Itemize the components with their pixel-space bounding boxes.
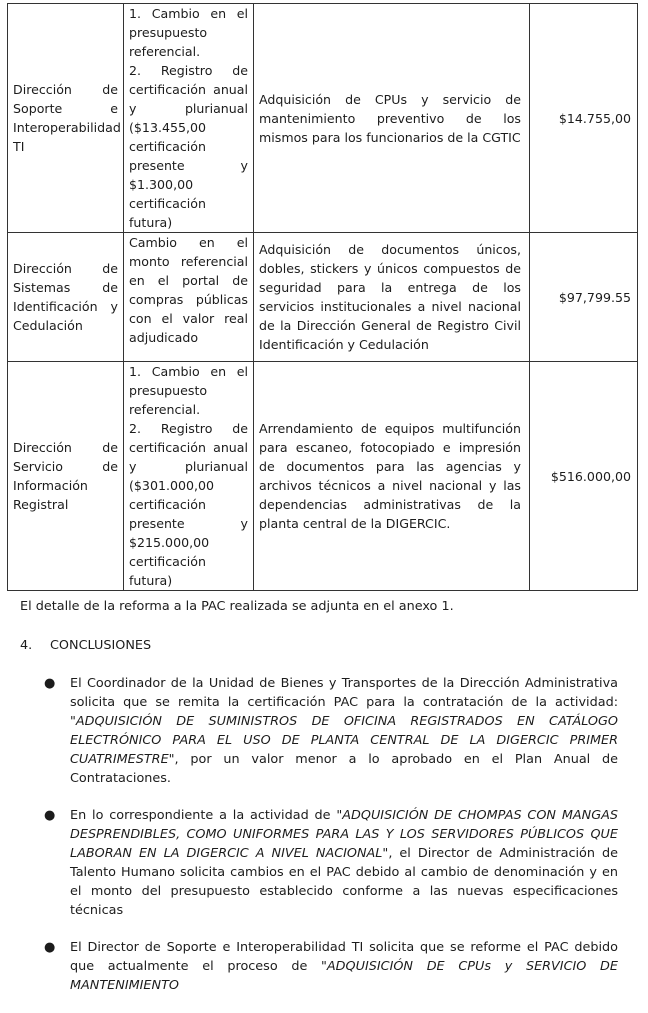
conclusion-text: En lo correspondiente a la actividad de xyxy=(70,808,337,823)
cambio-item: 1. Cambio en el presupuesto referencial. xyxy=(129,6,248,59)
direccion-cell: Dirección de Sistemas de Identificación y Cedulación xyxy=(8,233,124,362)
conclusion-italic: "ADQUISICIÓN DE CHOMPAS CON MANGAS DESPRENDIBLES, COMO UNIFORMES PARA LAS Y LOS SERVIDORES PÚBLICOS QUE LABORAN EN LA DIGERCIC A NIVEL NACIONAL" xyxy=(70,808,618,861)
actividad-cell: Arrendamiento de equipos multifunción para escaneo, fotocopiado e impresión de documentos para las agencias y archivos técnicos a nivel nacional y las dependencias administrativas de la planta central de la DIGERCIC. xyxy=(254,362,530,591)
table-row xyxy=(8,362,638,591)
list-item xyxy=(42,938,618,995)
direccion-cell: Dirección de Soporte e Interoperabilidad TI xyxy=(8,4,124,233)
section-heading xyxy=(20,638,151,653)
actividad-cell: Adquisición de CPUs y servicio de mantenimiento preventivo de los mismos para los funcionarios de la CGTIC xyxy=(254,4,530,233)
table-row xyxy=(8,233,638,362)
conclusion-italic: "ADQUISICIÓN DE SUMINISTROS DE OFICINA REGISTRADOS EN CATÁLOGO ELECTRÓNICO PARA EL USO DE PLANTA CENTRAL DE LA DIGERCIC PRIMER CUATRIMESTRE" xyxy=(70,714,618,767)
bullet-icon: ● xyxy=(44,808,56,823)
direccion-cell: Dirección de Servicio de Información Registral xyxy=(8,362,124,591)
monto-cell: $516.000,00 xyxy=(530,362,638,591)
conclusion-text: El Director de Soporte e Interoperabilidad TI solicita que se reforme el PAC debido que actualmente el proceso de xyxy=(70,940,618,974)
monto-cell: $97,799.55 xyxy=(530,233,638,362)
bullet-icon: ● xyxy=(44,940,56,955)
list-item xyxy=(42,806,618,920)
cambio-item: 2. Registro de certificación anual y plurianual ($301.000,00 certificación presente y $215.000,00 certificación futura) xyxy=(129,421,248,588)
cambio-cell xyxy=(124,233,254,362)
reform-table xyxy=(7,3,638,591)
conclusions-list xyxy=(42,674,618,1013)
monto-cell: $14.755,00 xyxy=(530,4,638,233)
cambio-item: Cambio en el monto referencial en el portal de compras públicas con el valor real adjudicado xyxy=(129,235,248,345)
section-title: CONCLUSIONES xyxy=(50,638,152,653)
actividad-cell: Adquisición de documentos únicos, dobles, stickers y únicos compuestos de seguridad para la entrega de los servicios institucionales a nivel nacional de la Dirección General de Registro Civil Identificación y Cedulación xyxy=(254,233,530,362)
conclusion-text: , por un valor menor a lo aprobado en el Plan Anual de Contrataciones. xyxy=(70,752,618,786)
conclusion-text: , el Director de Administración de Talento Humano solicita cambios en el PAC debido al cambio de denominación y en el monto del presupuesto establecido conforme a las nuevas especificaciones técnicas xyxy=(70,846,618,918)
cambio-item: 2. Registro de certificación anual y plurianual ($13.455,00 certificación presente y $1.300,00 certificación futura) xyxy=(129,63,248,230)
section-number: 4. xyxy=(20,638,33,653)
bullet-icon: ● xyxy=(44,676,56,691)
cambio-cell xyxy=(124,4,254,233)
list-item xyxy=(42,674,618,788)
cambio-cell xyxy=(124,362,254,591)
conclusion-text: El Coordinador de la Unidad de Bienes y Transportes de la Dirección Administrativa solicita que se remita la certificación PAC para la contratación de la actividad: xyxy=(70,676,618,710)
cambio-item: 1. Cambio en el presupuesto referencial. xyxy=(129,364,248,417)
annex-note: El detalle de la reforma a la PAC realizada se adjunta en el anexo 1. xyxy=(20,599,454,614)
conclusion-italic: "ADQUISICIÓN DE CPUs y SERVICIO DE MANTENIMIENTO xyxy=(70,959,618,993)
table-row xyxy=(8,4,638,233)
